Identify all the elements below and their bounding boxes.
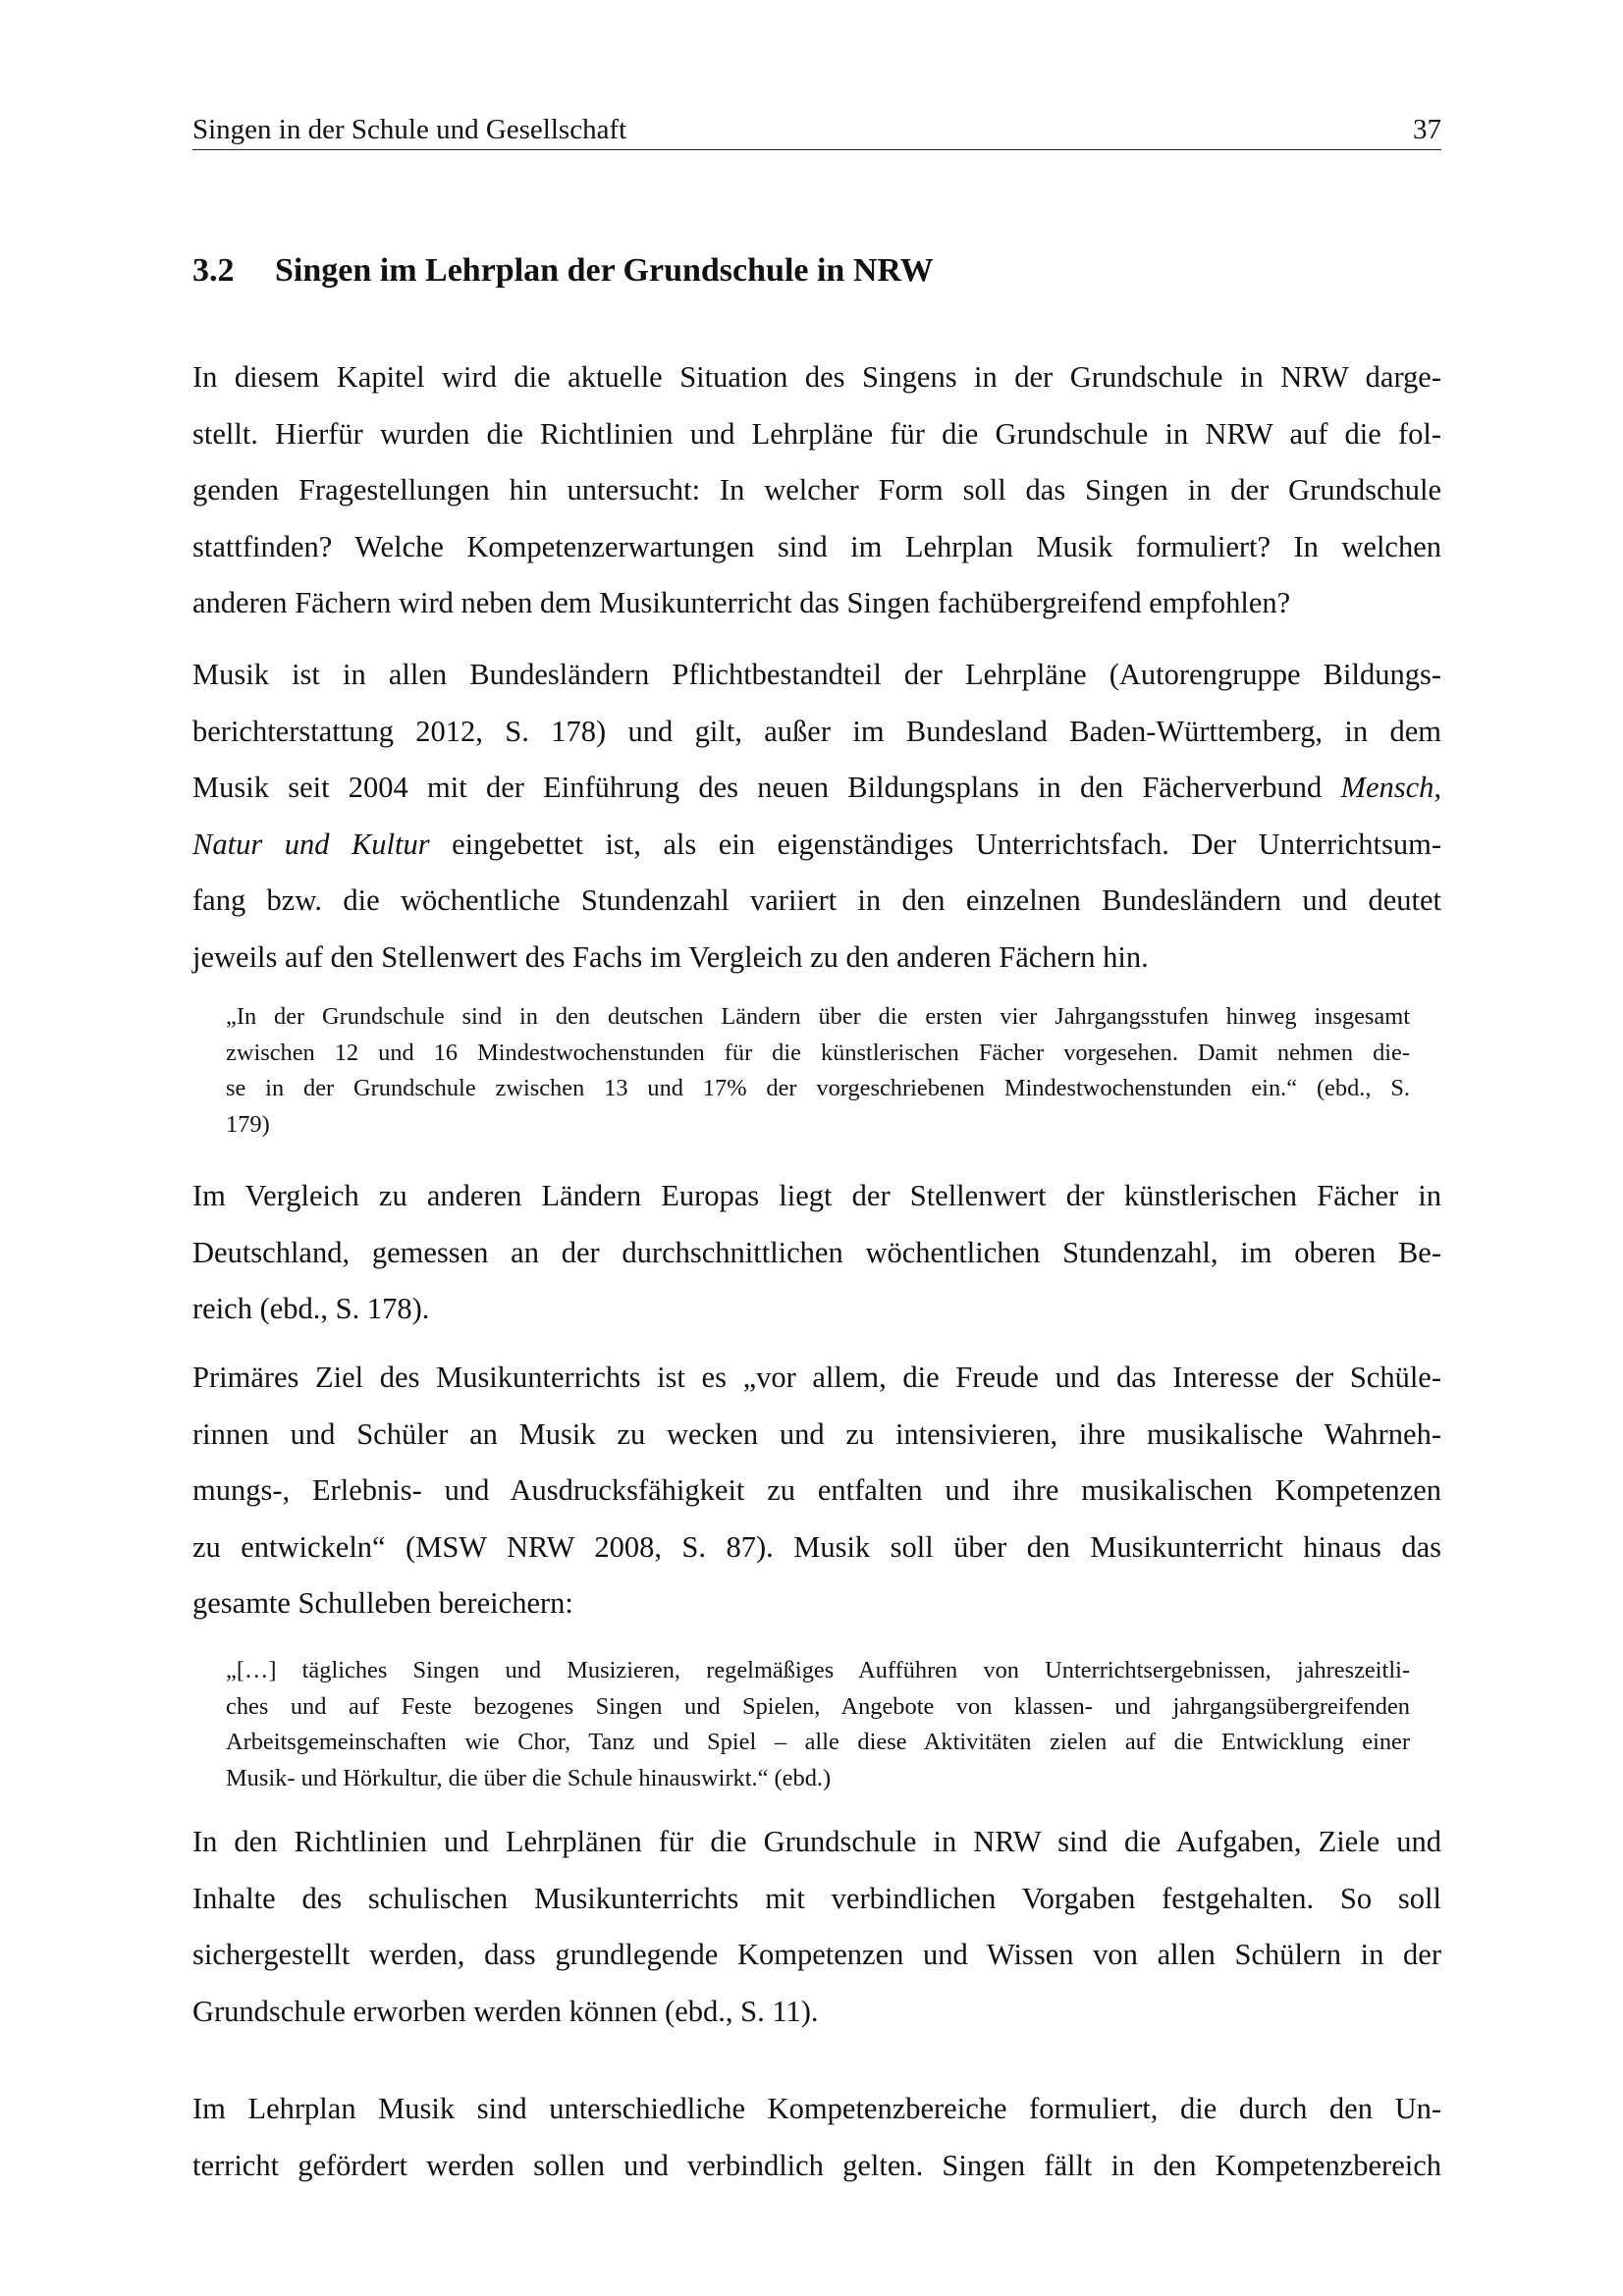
quote-line: 179)	[226, 1110, 270, 1138]
page-number: 37	[1413, 114, 1441, 145]
text-line: Primäres Ziel des Musikunterrichts ist es „vor allem, die Freude und das Interesse der Schüle-	[192, 1361, 1441, 1394]
quote-line: Musik- und Hörkultur, die über die Schule hinauswirkt.“ (ebd.)	[226, 1764, 832, 1791]
text-line: sichergestellt werden, dass grundlegende Kompetenzen und Wissen von allen Schülern in der	[192, 1938, 1441, 1972]
text-segment: eingebettet ist, als ein eigenständiges Unterrichtsfach. Der Unterrichtsum-	[452, 827, 1442, 861]
text-line: fang bzw. die wöchentliche Stundenzahl variiert in den einzelnen Bundesländern und deutet	[192, 883, 1441, 918]
text-line: zu entwickeln“ (MSW NRW 2008, S. 87). Musik soll über den Musikunterricht hinaus das	[192, 1529, 1441, 1564]
text-line: stellt. Hierfür wurden die Richtlinien und Lehrpläne für die Grundschule in NRW auf die fol-	[192, 416, 1441, 451]
document-page	[192, 0, 1441, 2296]
text-line: jeweils auf den Stellenwert des Fachs im Vergleich zu den anderen Fächern hin.	[192, 939, 1149, 974]
paragraph-ziel	[192, 1350, 1441, 1632]
paragraph-kompetenzbereiche	[192, 2081, 1441, 2194]
text-line: Im Vergleich zu anderen Ländern Europas liegt der Stellenwert der künstlerischen Fächer in	[192, 1179, 1441, 1212]
paragraph-europa	[192, 1168, 1441, 1338]
text-line: In den Richtlinien und Lehrplänen für die Grundschule in NRW sind die Aufgaben, Ziele und	[192, 1825, 1441, 1858]
text-line: Deutschland, gemessen an der durchschnittlichen wöchentlichen Stundenzahl, im oberen Be-	[192, 1235, 1441, 1269]
text-line: Grundschule erworben werden können (ebd., S. 11).	[192, 1994, 819, 2028]
text-line: reich (ebd., S. 178).	[192, 1292, 430, 1326]
text-line: terricht gefördert werden sollen und verbindlich gelten. Singen fällt in den Kompetenzbereich	[192, 2148, 1441, 2182]
text-line: Inhalte des schulischen Musikunterrichts mit verbindlichen Vorgaben festgehalten. So soll	[192, 1881, 1441, 1915]
paragraph-intro	[192, 349, 1441, 632]
italic-term: Natur und Kultur	[192, 827, 430, 861]
block-quote	[226, 999, 1410, 1143]
quote-line: „[…] tägliches Singen und Musizieren, regelmäßiges Aufführen von Unterrichtsergebnissen, jahreszeitli-	[226, 1657, 1410, 1683]
text-line: In diesem Kapitel wird die aktuelle Situation des Singens in der Grundschule in NRW darge-	[192, 360, 1441, 394]
text-line: Musik ist in allen Bundesländern Pflichtbestandteil der Lehrpläne (Autorengruppe Bildungs-	[192, 658, 1441, 691]
paragraph-bundeslaender	[192, 647, 1441, 987]
text-segment: Musik seit 2004 mit der Einführung des neuen Bildungsplans in den Fächerverbund	[192, 771, 1323, 805]
text-line	[192, 760, 1441, 817]
section-number: 3.2	[192, 252, 235, 289]
running-header	[192, 106, 1441, 150]
block-quote	[226, 1653, 1410, 1796]
text-line: mungs-, Erlebnis- und Ausdrucksfähigkeit zu entfalten und ihre musikalischen Kompetenzen	[192, 1473, 1441, 1508]
section-title: Singen im Lehrplan der Grundschule in NRW	[275, 252, 934, 289]
quote-line: se in der Grundschule zwischen 13 und 17% der vorgeschriebenen Mindestwochenstunden ein.“ (ebd., S.	[226, 1075, 1410, 1102]
quote-line: zwischen 12 und 16 Mindestwochenstunden für die künstlerischen Fächer vorgesehen. Damit nehmen die-	[226, 1039, 1410, 1066]
quote-line: Arbeitsgemeinschaften wie Chor, Tanz und Spiel – alle diese Aktivitäten zielen auf die Entwicklung einer	[226, 1729, 1410, 1756]
text-line: Im Lehrplan Musik sind unterschiedliche Kompetenzbereiche formuliert, die durch den Un-	[192, 2092, 1441, 2125]
text-line: genden Fragestellungen hin untersucht: In welcher Form soll das Singen in der Grundschule	[192, 473, 1441, 507]
quote-line: „In der Grundschule sind in den deutschen Ländern über die ersten vier Jahrgangsstufen hinweg insgesamt	[226, 1003, 1410, 1030]
italic-term: Mensch,	[1340, 771, 1442, 805]
text-line: rinnen und Schüler an Musik zu wecken und zu intensivieren, ihre musikalische Wahrneh-	[192, 1416, 1441, 1451]
running-title: Singen in der Schule und Gesellschaft	[192, 114, 627, 145]
text-line: gesamte Schulleben bereichern:	[192, 1586, 573, 1621]
text-line	[192, 817, 1441, 874]
quote-line: ches und auf Feste bezogenes Singen und Spielen, Angebote von klassen- und jahrgangsübergreifenden	[226, 1692, 1410, 1720]
text-line: anderen Fächern wird neben dem Musikunterricht das Singen fachübergreifend empfohlen?	[192, 586, 1291, 620]
text-line: berichterstattung 2012, S. 178) und gilt, außer im Bundesland Baden-Württemberg, in dem	[192, 714, 1441, 748]
text-line: stattfinden? Welche Kompetenzerwartungen sind im Lehrplan Musik formuliert? In welchen	[192, 529, 1441, 563]
section-heading	[192, 249, 934, 293]
paragraph-richtlinien	[192, 1814, 1441, 2040]
